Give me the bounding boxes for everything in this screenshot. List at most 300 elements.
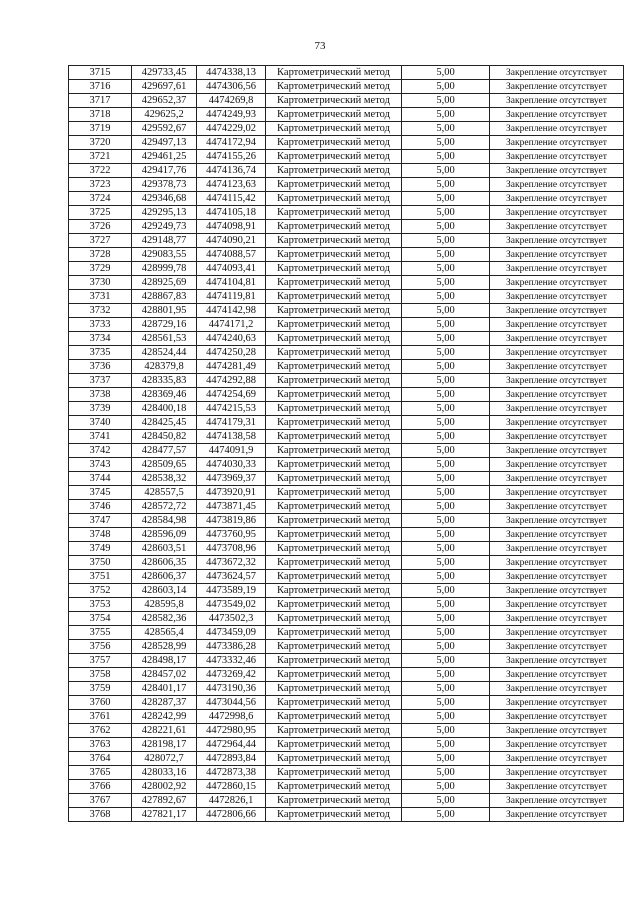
method-cell: Картометрический метод	[266, 430, 402, 444]
fixation-cell: Закрепление отсутствует	[490, 318, 624, 332]
point-number-cell: 3752	[69, 584, 132, 598]
error-cell: 5,00	[402, 192, 490, 206]
fixation-cell: Закрепление отсутствует	[490, 290, 624, 304]
fixation-cell: Закрепление отсутствует	[490, 234, 624, 248]
y-coordinate-cell: 4474123,63	[197, 178, 266, 192]
y-coordinate-cell: 4474091,9	[197, 444, 266, 458]
y-coordinate-cell: 4474115,42	[197, 192, 266, 206]
y-coordinate-cell: 4474155,26	[197, 150, 266, 164]
y-coordinate-cell: 4473502,3	[197, 612, 266, 626]
method-cell: Картометрический метод	[266, 248, 402, 262]
point-number-cell: 3723	[69, 178, 132, 192]
fixation-cell: Закрепление отсутствует	[490, 374, 624, 388]
error-cell: 5,00	[402, 528, 490, 542]
error-cell: 5,00	[402, 486, 490, 500]
y-coordinate-cell: 4472998,6	[197, 710, 266, 724]
table-row	[69, 108, 624, 122]
x-coordinate-cell: 429148,77	[132, 234, 197, 248]
error-cell: 5,00	[402, 472, 490, 486]
table-row	[69, 766, 624, 780]
point-number-cell: 3767	[69, 794, 132, 808]
x-coordinate-cell: 428561,53	[132, 332, 197, 346]
table-row	[69, 752, 624, 766]
table-row	[69, 542, 624, 556]
point-number-cell: 3745	[69, 486, 132, 500]
error-cell: 5,00	[402, 108, 490, 122]
x-coordinate-cell: 429461,25	[132, 150, 197, 164]
point-number-cell: 3760	[69, 696, 132, 710]
fixation-cell: Закрепление отсутствует	[490, 752, 624, 766]
fixation-cell: Закрепление отсутствует	[490, 766, 624, 780]
method-cell: Картометрический метод	[266, 654, 402, 668]
method-cell: Картометрический метод	[266, 584, 402, 598]
y-coordinate-cell: 4473190,36	[197, 682, 266, 696]
x-coordinate-cell: 428400,18	[132, 402, 197, 416]
table-row	[69, 332, 624, 346]
point-number-cell: 3716	[69, 80, 132, 94]
fixation-cell: Закрепление отсутствует	[490, 570, 624, 584]
method-cell: Картометрический метод	[266, 80, 402, 94]
fixation-cell: Закрепление отсутствует	[490, 178, 624, 192]
point-number-cell: 3719	[69, 122, 132, 136]
y-coordinate-cell: 4474240,63	[197, 332, 266, 346]
point-number-cell: 3720	[69, 136, 132, 150]
error-cell: 5,00	[402, 178, 490, 192]
y-coordinate-cell: 4474136,74	[197, 164, 266, 178]
table-row	[69, 80, 624, 94]
error-cell: 5,00	[402, 346, 490, 360]
table-row	[69, 206, 624, 220]
error-cell: 5,00	[402, 598, 490, 612]
fixation-cell: Закрепление отсутствует	[490, 654, 624, 668]
table-row	[69, 290, 624, 304]
table-row	[69, 248, 624, 262]
error-cell: 5,00	[402, 66, 490, 80]
fixation-cell: Закрепление отсутствует	[490, 640, 624, 654]
method-cell: Картометрический метод	[266, 500, 402, 514]
y-coordinate-cell: 4474172,94	[197, 136, 266, 150]
method-cell: Картометрический метод	[266, 556, 402, 570]
point-number-cell: 3748	[69, 528, 132, 542]
y-coordinate-cell: 4474281,49	[197, 360, 266, 374]
method-cell: Картометрический метод	[266, 164, 402, 178]
method-cell: Картометрический метод	[266, 528, 402, 542]
error-cell: 5,00	[402, 724, 490, 738]
method-cell: Картометрический метод	[266, 262, 402, 276]
x-coordinate-cell: 428498,17	[132, 654, 197, 668]
point-number-cell: 3724	[69, 192, 132, 206]
fixation-cell: Закрепление отсутствует	[490, 696, 624, 710]
y-coordinate-cell: 4474269,8	[197, 94, 266, 108]
fixation-cell: Закрепление отсутствует	[490, 206, 624, 220]
error-cell: 5,00	[402, 500, 490, 514]
x-coordinate-cell: 429625,2	[132, 108, 197, 122]
point-number-cell: 3734	[69, 332, 132, 346]
y-coordinate-cell: 4473871,45	[197, 500, 266, 514]
x-coordinate-cell: 428572,72	[132, 500, 197, 514]
method-cell: Картометрический метод	[266, 444, 402, 458]
point-number-cell: 3744	[69, 472, 132, 486]
table-row	[69, 416, 624, 430]
error-cell: 5,00	[402, 626, 490, 640]
fixation-cell: Закрепление отсутствует	[490, 612, 624, 626]
table-row	[69, 430, 624, 444]
point-number-cell: 3759	[69, 682, 132, 696]
error-cell: 5,00	[402, 696, 490, 710]
table-row	[69, 304, 624, 318]
table-row	[69, 668, 624, 682]
x-coordinate-cell: 428221,61	[132, 724, 197, 738]
fixation-cell: Закрепление отсутствует	[490, 332, 624, 346]
table-row	[69, 458, 624, 472]
error-cell: 5,00	[402, 654, 490, 668]
y-coordinate-cell: 4474254,69	[197, 388, 266, 402]
method-cell: Картометрический метод	[266, 416, 402, 430]
point-number-cell: 3728	[69, 248, 132, 262]
fixation-cell: Закрепление отсутствует	[490, 430, 624, 444]
method-cell: Картометрический метод	[266, 612, 402, 626]
method-cell: Картометрический метод	[266, 374, 402, 388]
fixation-cell: Закрепление отсутствует	[490, 150, 624, 164]
error-cell: 5,00	[402, 94, 490, 108]
method-cell: Картометрический метод	[266, 290, 402, 304]
point-number-cell: 3757	[69, 654, 132, 668]
fixation-cell: Закрепление отсутствует	[490, 276, 624, 290]
table-row	[69, 122, 624, 136]
method-cell: Картометрический метод	[266, 458, 402, 472]
fixation-cell: Закрепление отсутствует	[490, 346, 624, 360]
x-coordinate-cell: 428603,14	[132, 584, 197, 598]
table-row	[69, 794, 624, 808]
method-cell: Картометрический метод	[266, 752, 402, 766]
table-row	[69, 234, 624, 248]
method-cell: Картометрический метод	[266, 94, 402, 108]
table-row	[69, 360, 624, 374]
error-cell: 5,00	[402, 304, 490, 318]
fixation-cell: Закрепление отсутствует	[490, 472, 624, 486]
y-coordinate-cell: 4473819,86	[197, 514, 266, 528]
table-row	[69, 486, 624, 500]
y-coordinate-cell: 4472806,66	[197, 808, 266, 822]
point-number-cell: 3727	[69, 234, 132, 248]
x-coordinate-cell: 429697,61	[132, 80, 197, 94]
table-row	[69, 780, 624, 794]
y-coordinate-cell: 4474030,33	[197, 458, 266, 472]
method-cell: Картометрический метод	[266, 178, 402, 192]
table-row	[69, 472, 624, 486]
y-coordinate-cell: 4474306,56	[197, 80, 266, 94]
error-cell: 5,00	[402, 402, 490, 416]
x-coordinate-cell: 428596,09	[132, 528, 197, 542]
fixation-cell: Закрепление отсутствует	[490, 598, 624, 612]
fixation-cell: Закрепление отсутствует	[490, 542, 624, 556]
coordinates-table	[68, 65, 624, 822]
fixation-cell: Закрепление отсутствует	[490, 248, 624, 262]
y-coordinate-cell: 4472964,44	[197, 738, 266, 752]
table-row	[69, 178, 624, 192]
error-cell: 5,00	[402, 290, 490, 304]
fixation-cell: Закрепление отсутствует	[490, 556, 624, 570]
method-cell: Картометрический метод	[266, 136, 402, 150]
point-number-cell: 3729	[69, 262, 132, 276]
point-number-cell: 3762	[69, 724, 132, 738]
x-coordinate-cell: 428524,44	[132, 346, 197, 360]
method-cell: Картометрический метод	[266, 220, 402, 234]
error-cell: 5,00	[402, 808, 490, 822]
error-cell: 5,00	[402, 360, 490, 374]
error-cell: 5,00	[402, 682, 490, 696]
table-row	[69, 556, 624, 570]
x-coordinate-cell: 428606,35	[132, 556, 197, 570]
error-cell: 5,00	[402, 780, 490, 794]
x-coordinate-cell: 428557,5	[132, 486, 197, 500]
error-cell: 5,00	[402, 612, 490, 626]
fixation-cell: Закрепление отсутствует	[490, 724, 624, 738]
table-row	[69, 682, 624, 696]
error-cell: 5,00	[402, 444, 490, 458]
table-row	[69, 164, 624, 178]
method-cell: Картометрический метод	[266, 360, 402, 374]
error-cell: 5,00	[402, 262, 490, 276]
error-cell: 5,00	[402, 738, 490, 752]
method-cell: Картометрический метод	[266, 402, 402, 416]
fixation-cell: Закрепление отсутствует	[490, 94, 624, 108]
y-coordinate-cell: 4474088,57	[197, 248, 266, 262]
table-row	[69, 654, 624, 668]
table-row	[69, 444, 624, 458]
x-coordinate-cell: 428509,65	[132, 458, 197, 472]
fixation-cell: Закрепление отсутствует	[490, 122, 624, 136]
fixation-cell: Закрепление отсутствует	[490, 262, 624, 276]
y-coordinate-cell: 4474119,81	[197, 290, 266, 304]
error-cell: 5,00	[402, 752, 490, 766]
x-coordinate-cell: 428335,83	[132, 374, 197, 388]
x-coordinate-cell: 428565,4	[132, 626, 197, 640]
fixation-cell: Закрепление отсутствует	[490, 360, 624, 374]
error-cell: 5,00	[402, 220, 490, 234]
point-number-cell: 3740	[69, 416, 132, 430]
error-cell: 5,00	[402, 388, 490, 402]
y-coordinate-cell: 4474179,31	[197, 416, 266, 430]
y-coordinate-cell: 4472860,15	[197, 780, 266, 794]
table-row	[69, 136, 624, 150]
y-coordinate-cell: 4474093,41	[197, 262, 266, 276]
y-coordinate-cell: 4473920,91	[197, 486, 266, 500]
fixation-cell: Закрепление отсутствует	[490, 80, 624, 94]
table-row	[69, 374, 624, 388]
method-cell: Картометрический метод	[266, 108, 402, 122]
x-coordinate-cell: 428072,7	[132, 752, 197, 766]
table-row	[69, 710, 624, 724]
table-row	[69, 528, 624, 542]
error-cell: 5,00	[402, 640, 490, 654]
method-cell: Картометрический метод	[266, 486, 402, 500]
method-cell: Картометрический метод	[266, 514, 402, 528]
y-coordinate-cell: 4474104,81	[197, 276, 266, 290]
point-number-cell: 3764	[69, 752, 132, 766]
point-number-cell: 3735	[69, 346, 132, 360]
point-number-cell: 3717	[69, 94, 132, 108]
x-coordinate-cell: 428999,78	[132, 262, 197, 276]
table-row	[69, 738, 624, 752]
error-cell: 5,00	[402, 668, 490, 682]
table-row	[69, 570, 624, 584]
fixation-cell: Закрепление отсутствует	[490, 514, 624, 528]
point-number-cell: 3733	[69, 318, 132, 332]
method-cell: Картометрический метод	[266, 318, 402, 332]
error-cell: 5,00	[402, 416, 490, 430]
y-coordinate-cell: 4474338,13	[197, 66, 266, 80]
table-row	[69, 262, 624, 276]
method-cell: Картометрический метод	[266, 640, 402, 654]
table-row	[69, 640, 624, 654]
fixation-cell: Закрепление отсутствует	[490, 668, 624, 682]
point-number-cell: 3751	[69, 570, 132, 584]
x-coordinate-cell: 428867,83	[132, 290, 197, 304]
point-number-cell: 3746	[69, 500, 132, 514]
y-coordinate-cell: 4474292,88	[197, 374, 266, 388]
fixation-cell: Закрепление отсутствует	[490, 584, 624, 598]
table-row	[69, 402, 624, 416]
point-number-cell: 3741	[69, 430, 132, 444]
point-number-cell: 3761	[69, 710, 132, 724]
table-row	[69, 220, 624, 234]
point-number-cell: 3726	[69, 220, 132, 234]
method-cell: Картометрический метод	[266, 766, 402, 780]
x-coordinate-cell: 429249,73	[132, 220, 197, 234]
x-coordinate-cell: 429592,67	[132, 122, 197, 136]
point-number-cell: 3753	[69, 598, 132, 612]
method-cell: Картометрический метод	[266, 66, 402, 80]
point-number-cell: 3747	[69, 514, 132, 528]
table-row	[69, 150, 624, 164]
error-cell: 5,00	[402, 122, 490, 136]
error-cell: 5,00	[402, 234, 490, 248]
error-cell: 5,00	[402, 430, 490, 444]
error-cell: 5,00	[402, 794, 490, 808]
table-row	[69, 612, 624, 626]
method-cell: Картометрический метод	[266, 808, 402, 822]
point-number-cell: 3749	[69, 542, 132, 556]
error-cell: 5,00	[402, 766, 490, 780]
error-cell: 5,00	[402, 710, 490, 724]
table-row	[69, 724, 624, 738]
x-coordinate-cell: 428033,16	[132, 766, 197, 780]
point-number-cell: 3754	[69, 612, 132, 626]
method-cell: Картометрический метод	[266, 304, 402, 318]
fixation-cell: Закрепление отсутствует	[490, 388, 624, 402]
table-row	[69, 514, 624, 528]
y-coordinate-cell: 4473760,95	[197, 528, 266, 542]
point-number-cell: 3763	[69, 738, 132, 752]
error-cell: 5,00	[402, 164, 490, 178]
y-coordinate-cell: 4474090,21	[197, 234, 266, 248]
y-coordinate-cell: 4472873,38	[197, 766, 266, 780]
error-cell: 5,00	[402, 374, 490, 388]
point-number-cell: 3730	[69, 276, 132, 290]
x-coordinate-cell: 429083,55	[132, 248, 197, 262]
error-cell: 5,00	[402, 570, 490, 584]
point-number-cell: 3725	[69, 206, 132, 220]
point-number-cell: 3738	[69, 388, 132, 402]
method-cell: Картометрический метод	[266, 724, 402, 738]
x-coordinate-cell: 428603,51	[132, 542, 197, 556]
y-coordinate-cell: 4472980,95	[197, 724, 266, 738]
table-row	[69, 584, 624, 598]
x-coordinate-cell: 428401,17	[132, 682, 197, 696]
point-number-cell: 3755	[69, 626, 132, 640]
x-coordinate-cell: 428477,57	[132, 444, 197, 458]
x-coordinate-cell: 429652,37	[132, 94, 197, 108]
fixation-cell: Закрепление отсутствует	[490, 164, 624, 178]
fixation-cell: Закрепление отсутствует	[490, 794, 624, 808]
point-number-cell: 3718	[69, 108, 132, 122]
point-number-cell: 3750	[69, 556, 132, 570]
x-coordinate-cell: 428379,8	[132, 360, 197, 374]
fixation-cell: Закрепление отсутствует	[490, 528, 624, 542]
fixation-cell: Закрепление отсутствует	[490, 458, 624, 472]
point-number-cell: 3766	[69, 780, 132, 794]
y-coordinate-cell: 4474250,28	[197, 346, 266, 360]
table-row	[69, 500, 624, 514]
x-coordinate-cell: 428538,32	[132, 472, 197, 486]
method-cell: Картометрический метод	[266, 388, 402, 402]
fixation-cell: Закрепление отсутствует	[490, 710, 624, 724]
method-cell: Картометрический метод	[266, 794, 402, 808]
fixation-cell: Закрепление отсутствует	[490, 738, 624, 752]
x-coordinate-cell: 428002,92	[132, 780, 197, 794]
fixation-cell: Закрепление отсутствует	[490, 626, 624, 640]
x-coordinate-cell: 429417,76	[132, 164, 197, 178]
point-number-cell: 3737	[69, 374, 132, 388]
y-coordinate-cell: 4474138,58	[197, 430, 266, 444]
error-cell: 5,00	[402, 458, 490, 472]
point-number-cell: 3742	[69, 444, 132, 458]
table-row	[69, 388, 624, 402]
y-coordinate-cell: 4473624,57	[197, 570, 266, 584]
table-row	[69, 192, 624, 206]
method-cell: Картометрический метод	[266, 542, 402, 556]
error-cell: 5,00	[402, 80, 490, 94]
error-cell: 5,00	[402, 542, 490, 556]
x-coordinate-cell: 429378,73	[132, 178, 197, 192]
y-coordinate-cell: 4474171,2	[197, 318, 266, 332]
error-cell: 5,00	[402, 332, 490, 346]
x-coordinate-cell: 428528,99	[132, 640, 197, 654]
error-cell: 5,00	[402, 248, 490, 262]
fixation-cell: Закрепление отсутствует	[490, 220, 624, 234]
point-number-cell: 3736	[69, 360, 132, 374]
fixation-cell: Закрепление отсутствует	[490, 780, 624, 794]
fixation-cell: Закрепление отсутствует	[490, 192, 624, 206]
fixation-cell: Закрепление отсутствует	[490, 500, 624, 514]
x-coordinate-cell: 428606,37	[132, 570, 197, 584]
x-coordinate-cell: 428450,82	[132, 430, 197, 444]
error-cell: 5,00	[402, 556, 490, 570]
y-coordinate-cell: 4473044,56	[197, 696, 266, 710]
point-number-cell: 3739	[69, 402, 132, 416]
method-cell: Картометрический метод	[266, 192, 402, 206]
method-cell: Картометрический метод	[266, 234, 402, 248]
table-row	[69, 94, 624, 108]
error-cell: 5,00	[402, 584, 490, 598]
table-row	[69, 696, 624, 710]
method-cell: Картометрический метод	[266, 472, 402, 486]
method-cell: Картометрический метод	[266, 738, 402, 752]
x-coordinate-cell: 428242,99	[132, 710, 197, 724]
x-coordinate-cell: 429295,13	[132, 206, 197, 220]
y-coordinate-cell: 4473708,96	[197, 542, 266, 556]
